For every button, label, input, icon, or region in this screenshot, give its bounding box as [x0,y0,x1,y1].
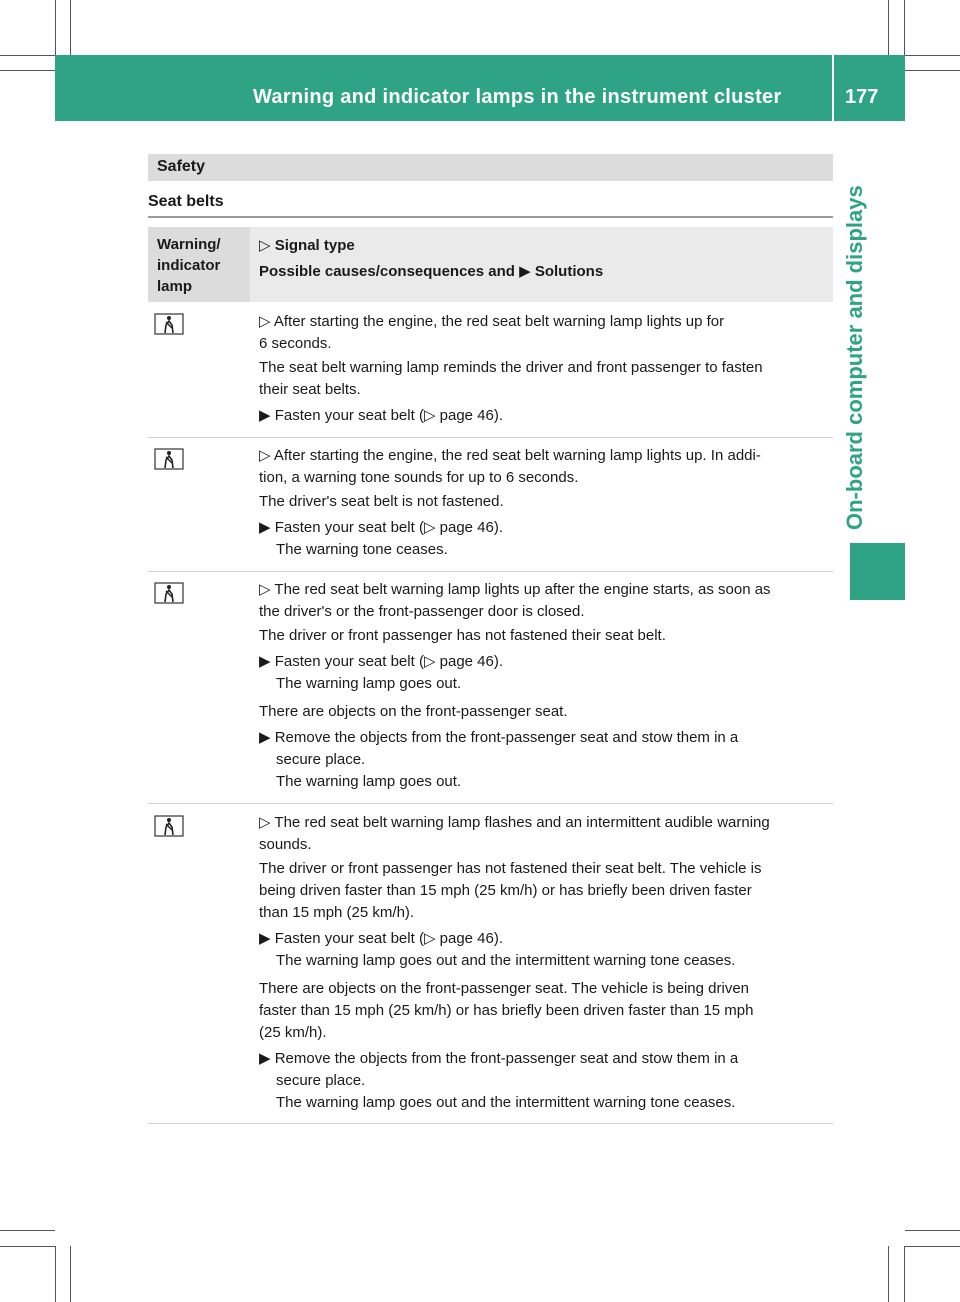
seat-belt-icon [154,313,184,335]
crop-mark [0,1230,55,1231]
table-header-lamp: Warning/ indicator lamp [157,236,221,295]
signal-type-label: Signal type [274,237,355,254]
row-1-line-3: The seat belt warning lamp reminds the driver and front passenger to fasten [259,359,763,376]
section-bar [148,154,833,181]
row-1-line-5: ▶ Fasten your seat belt (▷ page 46). [259,407,504,424]
row-1-line-4: their seat belts. [259,381,361,398]
row-3-line-4: ▶ Fasten your seat belt (▷ page 46). [259,653,504,670]
crop-mark [905,70,960,71]
page-number: 177 [845,86,879,108]
crop-mark [70,0,71,55]
page-header-title: Warning and indicator lamps in the instrument cluster [253,86,782,108]
row-4-line-7: The warning lamp goes out and the intermittent warning tone ceases. [276,952,736,969]
row-divider [148,803,833,804]
row-4-line-1: ▷ The red seat belt warning lamp flashes and an intermittent audible warning [259,814,770,831]
crop-mark [0,1246,55,1247]
causes-label: Possible causes/consequences and [259,263,515,280]
crop-mark [904,0,905,55]
row-2-line-4: ▶ Fasten your seat belt (▷ page 46). [259,519,504,536]
crop-mark [905,55,960,56]
crop-mark [0,55,55,56]
crop-mark [55,1246,56,1302]
row-3-line-9: The warning lamp goes out. [276,773,462,790]
row-4-line-8: There are objects on the front-passenger seat. The vehicle is being driven [259,980,750,997]
table-header-signal [259,236,355,254]
crop-mark [70,1246,71,1302]
side-chapter-label: On-board computer and displays [842,185,867,530]
row-4-line-3: The driver or front passenger has not fastened their seat belt. The vehicle is [259,860,762,877]
row-2-line-5: The warning tone ceases. [276,541,448,558]
row-4-line-4: being driven faster than 15 mph (25 km/h) or has briefly been driven faster [259,882,752,899]
row-1-line-2: 6 seconds. [259,335,332,352]
crop-mark [905,1246,960,1247]
row-4-line-2: sounds. [259,836,312,853]
row-2-line-2: tion, a warning tone sounds for up to 6 seconds. [259,469,579,486]
row-4-line-5: than 15 mph (25 km/h). [259,904,415,921]
row-divider [148,571,833,572]
row-3-line-1: ▷ The red seat belt warning lamp lights up after the engine starts, as soon as [259,581,771,598]
row-3-line-3: The driver or front passenger has not fastened their seat belt. [259,627,666,644]
solutions-arrow-icon: ▶ [519,263,531,280]
row-3-line-2: the driver's or the front-passenger door is closed. [259,603,585,620]
crop-mark [55,0,56,55]
seat-belt-icon [154,582,184,604]
row-4-line-9: faster than 15 mph (25 km/h) or has briefly been driven faster than 15 mph [259,1002,754,1019]
crop-mark [888,0,889,55]
row-4-line-11: ▶ Remove the objects from the front-passenger seat and stow them in a [259,1050,739,1067]
row-3-line-8: secure place. [276,751,366,768]
row-2-line-1: ▷ After starting the engine, the red seat belt warning lamp lights up. In addi- [259,447,761,464]
table-header-causes [259,262,603,280]
row-divider [148,437,833,438]
row-divider [148,1123,833,1124]
header-divider [832,55,834,121]
row-3-line-7: ▶ Remove the objects from the front-passenger seat and stow them in a [259,729,739,746]
subsection-title: Seat belts [148,193,224,210]
crop-mark [905,1230,960,1231]
row-1-line-1: ▷ After starting the engine, the red seat belt warning lamp lights up for [259,313,725,330]
chapter-tab-marker [850,543,905,600]
solutions-label: Solutions [534,263,604,280]
row-3-line-5: The warning lamp goes out. [276,675,462,692]
section-title: Safety [157,158,206,175]
subsection-rule [148,216,833,218]
crop-mark [904,1246,905,1302]
row-4-line-12: secure place. [276,1072,366,1089]
seat-belt-icon [154,815,184,837]
signal-type-icon: ▷ [259,237,271,254]
row-4-line-10: (25 km/h). [259,1024,327,1041]
seat-belt-icon [154,448,184,470]
row-2-line-3: The driver's seat belt is not fastened. [259,493,504,510]
row-3-line-6: There are objects on the front-passenger seat. [259,703,568,720]
crop-mark [0,70,55,71]
row-4-line-6: ▶ Fasten your seat belt (▷ page 46). [259,930,504,947]
row-4-line-13: The warning lamp goes out and the intermittent warning tone ceases. [276,1094,736,1111]
crop-mark [888,1246,889,1302]
